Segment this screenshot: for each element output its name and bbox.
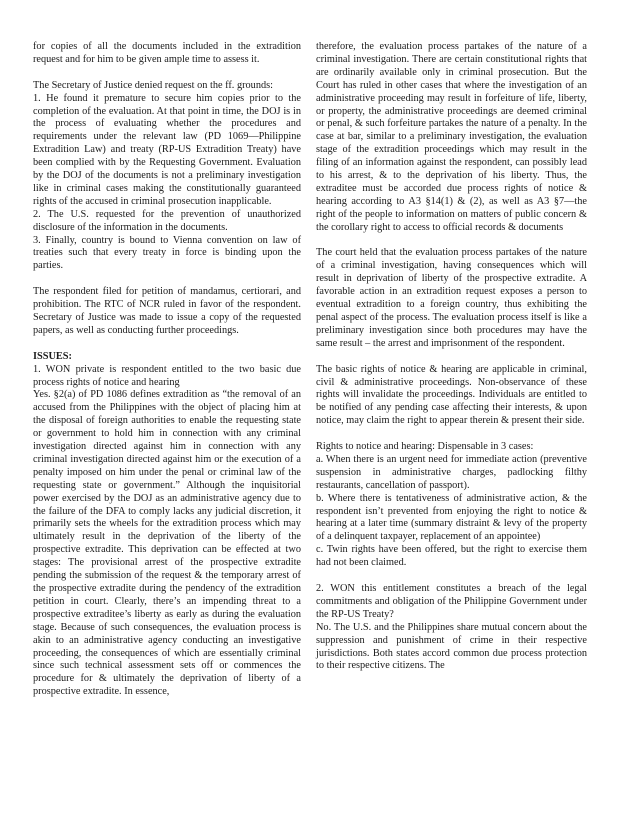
right-column	[316, 41, 587, 826]
left-paragraph-1: for copies of all the documents included in the extradition request and for him to be given ample time to assess it.	[33, 41, 301, 65]
left-paragraph-4: 1. WON private is respondent entitled to the two basic due process rights of notice and hearing Yes. §2(a) of PD 1086 defines extradition as “the removal of an accused from the Philippines with the object of placing him at the disposal of foreign authorities to enable the requesting state or government to hold him in connection with any criminal investigation directed against him in connection with any criminal investigation directed against him or the execution of a penalty imposed on him under the penal or criminal law of the requesting state or government.” Although the inquisitorial power exercised by the DOJ as an administrative agency due to the failure of the DFA to comply lacks any judicial discretion, it primarily sets the wheels for the extradition process which may ultimately result in the deprivation of the liberty of the prospective extradite. This deprivation can be effected at two stages: The provisional arrest of the prospective extradite pending the submission of the request & the temporary arrest of the prospective extradite during the pendency of the extradition petition in court. Clearly, there’s an impending threat to a prospective extraditee’s liberty as early as during the evaluation stage. Because of such consequences, the evaluation process is akin to an administrative agency conducting an investigative proceeding, the consequences of which are essentially criminal since such technical assessment sets off or commences the procedure for & ultimately the deprivation of liberty of a prospective extradite. In essence,	[33, 363, 301, 698]
left-column	[33, 41, 301, 826]
left-paragraph-3: The respondent filed for petition of mandamus, certiorari, and prohibition. The RTC of NCR ruled in favor of the respondent. Secretary of Justice was made to issue a copy of the requested papers, as well as conducting further proceedings.	[33, 286, 301, 336]
right-paragraph-5: 2. WON this entitlement constitutes a breach of the legal commitments and obligation of the Philippine Government under the RP-US Treaty? No. The U.S. and the Philippines share mutual concern about the suppression and punishment of crime in their respective jurisdictions. Both states accord common due process protection to their respective citizens. The	[316, 583, 587, 672]
right-paragraph-4: Rights to notice and hearing: Dispensable in 3 cases: a. When there is an urgent need for immediate action (preventive suspension in administrative charges, padlocking filthy restaurants, cancellation of passport). b. Where there is tentativeness of administrative action, & the respondent isn’t prevented from enjoying the right to notice & hearing at a later time (summary distraint & levy of the property of a delinquent taxpayer, replacement of an appointee) c. Twin rights have been offered, but the right to exercise them had not been claimed.	[316, 441, 587, 569]
left-paragraph-2: The Secretary of Justice denied request on the ff. grounds: 1. He found it premature to secure him copies prior to the completion of the evaluation. At that point in time, the DOJ is in the process of evaluating whether the procedures and requirements under the relevant law (PD 1069—Philippine Extradition Law) and treaty (RP-US Extradition Treaty) have been complied with by the Requesting Government. Evaluation by the DOJ of the documents is not a preliminary investigation like in criminal cases making the constitutionally guaranteed rights of the accused in criminal prosecution inapplicable. 2. The U.S. requested for the prevention of unauthorized disclosure of the information in the documents. 3. Finally, country is bound to Vienna convention on law of treaties such that every treaty in force is binding upon the parties.	[33, 79, 301, 272]
right-paragraph-2: The court held that the evaluation process partakes of the nature of a criminal investigation, having consequences which will result in deprivation of liberty of the prospective extradite. A favorable action in an extradition request exposes a person to eventual extradition to a foreign country, thus exhibiting the penal aspect of the process. The evaluation process itself is like a preliminary investigation since both procedures may have the same result – the arrest and imprisonment of the respondent.	[316, 247, 587, 349]
issues-heading: ISSUES:	[33, 350, 72, 362]
right-paragraph-3: The basic rights of notice & hearing are applicable in criminal, civil & administrative proceedings. Non-observance of these rights will invalidate the proceedings. Individuals are entitled to be notified of any pending case affecting their interests, & upon notice, may claim the right to appear therein & present their side.	[316, 363, 587, 427]
right-paragraph-1: therefore, the evaluation process partakes of the nature of a criminal investigation. There are certain constitutional rights that are ordinarily available only in criminal prosecution. But the Court has ruled in other cases that where the investigation of an administrative proceeding may result in forfeiture of life, liberty, or property, the administrative proceedings are deemed criminal or penal, & such forfeiture partakes the nature of a penalty. In the case at bar, similar to a preliminary investigation, the evaluation stage of the extradition proceedings which may result in the filing of an information against the respondent, can possibly lead to his arrest, & to the deprivation of his liberty. Thus, the extraditee must be accorded due process rights of notice & hearing according to A3 §14(1) & (2), as well as A3 §7—the right of the people to information on matters of public concern & the corollary right to access to official records & documents	[316, 41, 587, 233]
